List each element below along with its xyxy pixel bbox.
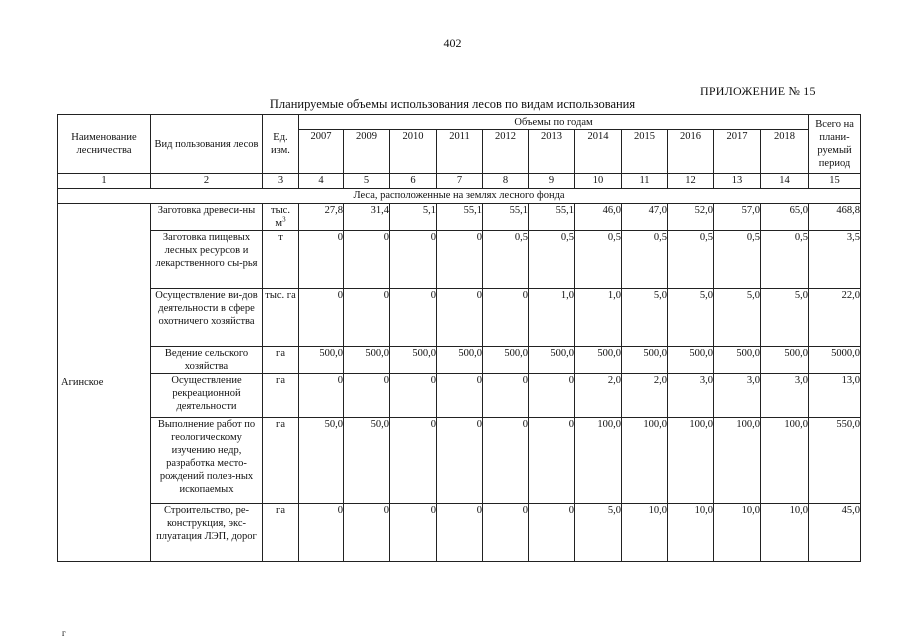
year-value: 0 — [390, 504, 437, 562]
column-number: 12 — [668, 174, 714, 189]
year-value: 57,0 — [714, 204, 761, 231]
year-value: 3,0 — [714, 374, 761, 418]
year-value: 0 — [390, 418, 437, 504]
year-value: 0 — [299, 231, 344, 289]
table-row — [58, 374, 861, 418]
year-value: 0,5 — [714, 231, 761, 289]
forest-usage-table — [57, 114, 861, 562]
year-value: 5,0 — [575, 504, 622, 562]
year-value: 0 — [483, 504, 529, 562]
usage-kind: Строительство, ре-конструкция, экс-плуатация ЛЭП, дорог — [151, 504, 263, 562]
total-value: 550,0 — [809, 418, 861, 504]
forestry-name: Агинское — [58, 204, 151, 562]
column-number: 7 — [437, 174, 483, 189]
column-number: 2 — [151, 174, 263, 189]
year-value: 100,0 — [622, 418, 668, 504]
header-year: 2016 — [668, 130, 714, 174]
year-value: 500,0 — [714, 347, 761, 374]
column-number: 9 — [529, 174, 575, 189]
year-value: 0 — [390, 231, 437, 289]
header-forestry: Наименование лесничества — [58, 115, 151, 174]
header-year: 2010 — [390, 130, 437, 174]
total-value: 45,0 — [809, 504, 861, 562]
header-year: 2012 — [483, 130, 529, 174]
column-number: 4 — [299, 174, 344, 189]
unit-superscript: 3 — [282, 215, 286, 224]
header-kind: Вид пользования лесов — [151, 115, 263, 174]
unit-text: тыс. га — [265, 290, 296, 301]
year-value: 10,0 — [668, 504, 714, 562]
year-value: 31,4 — [344, 204, 390, 231]
year-value: 500,0 — [483, 347, 529, 374]
year-value: 5,0 — [668, 289, 714, 347]
appendix-label: ПРИЛОЖЕНИЕ № 15 — [700, 84, 816, 98]
total-value: 468,8 — [809, 204, 861, 231]
table-row — [58, 347, 861, 374]
unit-text: га — [276, 419, 285, 430]
year-value: 27,8 — [299, 204, 344, 231]
unit-cell — [263, 418, 299, 504]
year-value: 0 — [529, 418, 575, 504]
year-value: 47,0 — [622, 204, 668, 231]
header-volumes: Объемы по годам — [299, 115, 809, 130]
year-value: 5,0 — [761, 289, 809, 347]
usage-kind: Заготовка древеси-ны — [151, 204, 263, 231]
year-value: 0 — [344, 289, 390, 347]
usage-kind: Осуществление ви-дов деятельности в сфере охотничего хозяйства — [151, 289, 263, 347]
header-year: 2011 — [437, 130, 483, 174]
year-value: 3,0 — [668, 374, 714, 418]
year-value: 500,0 — [529, 347, 575, 374]
column-number: 14 — [761, 174, 809, 189]
year-value: 0 — [483, 289, 529, 347]
year-value: 50,0 — [299, 418, 344, 504]
year-value: 100,0 — [761, 418, 809, 504]
year-value: 0 — [529, 504, 575, 562]
year-value: 0 — [437, 231, 483, 289]
year-value: 100,0 — [668, 418, 714, 504]
document-title: Планируемые объемы использования лесов по видам использования — [269, 97, 636, 111]
column-number: 5 — [344, 174, 390, 189]
unit-cell — [263, 347, 299, 374]
usage-kind: Выполнение работ по геологическому изучению недр, разработка место-рождений полез-ных ископаемых — [151, 418, 263, 504]
unit-cell — [263, 374, 299, 418]
unit-text: га — [276, 348, 285, 359]
column-number: 15 — [809, 174, 861, 189]
year-value: 0 — [483, 374, 529, 418]
year-value: 0,5 — [761, 231, 809, 289]
header-year: 2013 — [529, 130, 575, 174]
year-value: 500,0 — [344, 347, 390, 374]
column-number: 11 — [622, 174, 668, 189]
usage-kind: Заготовка пищевых лесных ресурсов и лекарственного сы-рья — [151, 231, 263, 289]
year-value: 100,0 — [575, 418, 622, 504]
year-value: 0,5 — [483, 231, 529, 289]
year-value: 52,0 — [668, 204, 714, 231]
section-title: Леса, расположенные на землях лесного фонда — [58, 189, 861, 204]
year-value: 0 — [299, 504, 344, 562]
column-number: 13 — [714, 174, 761, 189]
total-value: 5000,0 — [809, 347, 861, 374]
unit-cell — [263, 231, 299, 289]
column-number: 1 — [58, 174, 151, 189]
year-value: 55,1 — [529, 204, 575, 231]
header-year: 2007 — [299, 130, 344, 174]
column-number: 6 — [390, 174, 437, 189]
year-value: 100,0 — [714, 418, 761, 504]
total-value: 3,5 — [809, 231, 861, 289]
header-year: 2017 — [714, 130, 761, 174]
page-number: 402 — [443, 36, 462, 50]
unit-text: т — [278, 232, 283, 243]
year-value: 500,0 — [437, 347, 483, 374]
header-year: 2009 — [344, 130, 390, 174]
year-value: 0 — [437, 504, 483, 562]
year-value: 10,0 — [714, 504, 761, 562]
header-row-top — [58, 115, 861, 130]
column-number: 3 — [263, 174, 299, 189]
unit-text: га — [276, 505, 285, 516]
year-value: 500,0 — [299, 347, 344, 374]
year-value: 55,1 — [483, 204, 529, 231]
year-value: 65,0 — [761, 204, 809, 231]
table-row — [58, 504, 861, 562]
year-value: 0 — [344, 374, 390, 418]
header-year: 2018 — [761, 130, 809, 174]
year-value: 0 — [390, 374, 437, 418]
total-value: 22,0 — [809, 289, 861, 347]
year-value: 50,0 — [344, 418, 390, 504]
unit-cell — [263, 289, 299, 347]
column-number: 10 — [575, 174, 622, 189]
year-value: 10,0 — [622, 504, 668, 562]
table-row — [58, 231, 861, 289]
table-row — [58, 289, 861, 347]
year-value: 3,0 — [761, 374, 809, 418]
year-value: 500,0 — [575, 347, 622, 374]
year-value: 500,0 — [668, 347, 714, 374]
table-row — [58, 204, 861, 231]
year-value: 0,5 — [529, 231, 575, 289]
footer-mark: г — [62, 628, 66, 638]
section-row — [58, 189, 861, 204]
year-value: 46,0 — [575, 204, 622, 231]
year-value: 0,5 — [622, 231, 668, 289]
year-value: 0 — [299, 289, 344, 347]
year-value: 55,1 — [437, 204, 483, 231]
year-value: 2,0 — [622, 374, 668, 418]
year-value: 0 — [483, 418, 529, 504]
total-value: 13,0 — [809, 374, 861, 418]
usage-kind: Ведение сельского хозяйства — [151, 347, 263, 374]
year-value: 0 — [344, 231, 390, 289]
year-value: 2,0 — [575, 374, 622, 418]
unit-cell — [263, 204, 299, 231]
header-year: 2014 — [575, 130, 622, 174]
header-total: Всего на плани-руемый период — [809, 115, 861, 174]
year-value: 5,1 — [390, 204, 437, 231]
year-value: 1,0 — [529, 289, 575, 347]
column-number: 8 — [483, 174, 529, 189]
year-value: 0 — [437, 418, 483, 504]
year-value: 0 — [299, 374, 344, 418]
year-value: 0 — [437, 289, 483, 347]
year-value: 5,0 — [622, 289, 668, 347]
year-value: 0 — [437, 374, 483, 418]
year-value: 0,5 — [668, 231, 714, 289]
year-value: 0 — [344, 504, 390, 562]
unit-text: га — [276, 375, 285, 386]
unit-text: тыс. м — [271, 205, 290, 229]
year-value: 500,0 — [622, 347, 668, 374]
year-value: 10,0 — [761, 504, 809, 562]
table-row — [58, 418, 861, 504]
year-value: 500,0 — [761, 347, 809, 374]
header-unit: Ед. изм. — [263, 115, 299, 174]
year-value: 500,0 — [390, 347, 437, 374]
usage-kind: Осуществление рекреационной деятельности — [151, 374, 263, 418]
unit-cell — [263, 504, 299, 562]
column-numbers-row — [58, 174, 861, 189]
year-value: 1,0 — [575, 289, 622, 347]
header-year: 2015 — [622, 130, 668, 174]
year-value: 0,5 — [575, 231, 622, 289]
year-value: 0 — [390, 289, 437, 347]
year-value: 0 — [529, 374, 575, 418]
year-value: 5,0 — [714, 289, 761, 347]
